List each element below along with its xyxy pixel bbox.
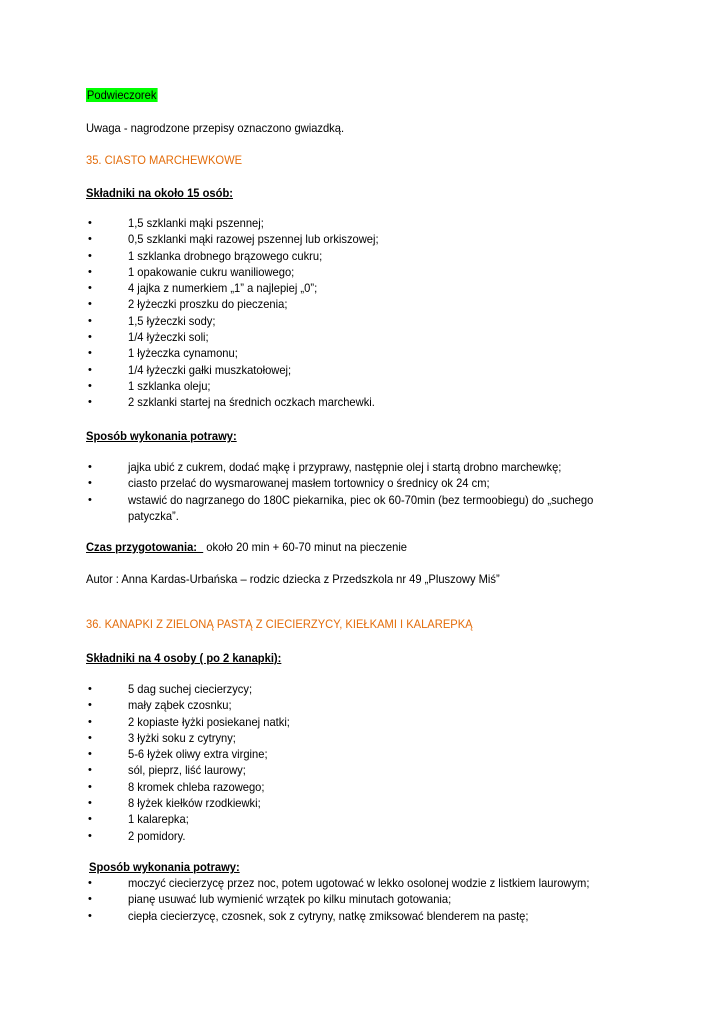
recipe-1-method-heading: Sposób wykonania potrawy: bbox=[86, 429, 237, 443]
recipe-1-method-list bbox=[86, 459, 648, 524]
list-item: • 1/4 łyżeczki soli; bbox=[88, 330, 209, 345]
list-item: • pianę usuwać lub wymienić wrzątek po kilku minutach gotowania; bbox=[88, 892, 452, 907]
bullet-icon: • bbox=[88, 314, 92, 327]
list-item: • moczyć ciecierzycę przez noc, potem ugotować w lekko osolonej wodzie z listkiem laurowym; bbox=[88, 876, 590, 890]
recipe-2-ingredients-list bbox=[86, 681, 302, 844]
bullet-icon: • bbox=[88, 715, 92, 728]
list-item: • 5 dag suchej ciecierzycy; bbox=[88, 682, 253, 696]
list-item: • 1,5 łyżeczki sody; bbox=[88, 313, 216, 328]
bullet-icon: • bbox=[88, 298, 92, 311]
list-item: • 3 łyżki soku z cytryny; bbox=[88, 730, 236, 745]
bullet-icon: • bbox=[88, 347, 92, 360]
bullet-icon: • bbox=[88, 764, 92, 777]
section-label-highlight: Podwieczorek bbox=[86, 88, 157, 102]
bullet-icon: • bbox=[88, 731, 92, 744]
bullet-icon: • bbox=[88, 797, 92, 810]
list-item: • 0,5 szklanki mąki razowej pszennej lub orkiszowej; bbox=[88, 232, 379, 247]
recipe-1-ingredients-list bbox=[86, 215, 397, 411]
list-item: • 8 łyżek kiełków rzodkiewki; bbox=[88, 796, 261, 811]
list-item: • 1 szklanka oleju; bbox=[88, 378, 211, 393]
list-item: • mały ząbek czosnku; bbox=[88, 698, 232, 713]
bullet-icon: • bbox=[88, 829, 92, 842]
list-item: • 1 kalarepka; bbox=[88, 812, 189, 827]
list-item: • 8 kromek chleba razowego; bbox=[88, 779, 265, 794]
bullet-icon: • bbox=[88, 331, 92, 344]
section-label bbox=[86, 88, 157, 102]
bullet-icon: • bbox=[88, 780, 92, 793]
bullet-icon: • bbox=[88, 493, 92, 506]
recipe-2-method-list bbox=[86, 875, 624, 924]
bullet-icon: • bbox=[88, 363, 92, 376]
bullet-icon: • bbox=[88, 217, 92, 229]
list-item: • ciepła ciecierzycę, czosnek, sok z cytryny, natkę zmiksować blenderem na pastę; bbox=[88, 908, 529, 923]
recipe-2-method-heading: Sposób wykonania potrawy: bbox=[89, 860, 240, 874]
bullet-icon: • bbox=[88, 477, 92, 490]
bullet-icon: • bbox=[88, 396, 92, 409]
list-item: • ciasto przelać do wysmarowanej masłem tortownicy o średnicy ok 24 cm; bbox=[88, 476, 490, 491]
bullet-icon: • bbox=[88, 233, 92, 246]
recipe-1-title: 35. CIASTO MARCHEWKOWE bbox=[86, 153, 243, 167]
bullet-icon: • bbox=[88, 249, 92, 262]
list-item: • 1 opakowanie cukru waniliowego; bbox=[88, 264, 295, 279]
recipe-2-title: 36. KANAPKI Z ZIELONĄ PASTĄ Z CIECIERZYCY, KIEŁKAMI I KALAREPKĄ bbox=[86, 617, 473, 631]
bullet-icon: • bbox=[88, 282, 92, 295]
list-item: • 1/4 łyżeczki gałki muszkatołowej; bbox=[88, 362, 292, 377]
bullet-icon: • bbox=[88, 877, 92, 889]
list-item: • sól, pieprz, liść laurowy; bbox=[88, 763, 246, 778]
list-item: • wstawić do nagrzanego do 180C piekarnika, piec ok 60-70min (bez termoobiegu) do „suchego patyczka”. bbox=[88, 492, 594, 523]
list-item: • jajka ubić z cukrem, dodać mąkę i przyprawy, następnie olej i startą drobno marchewkę; bbox=[88, 460, 562, 474]
awards-note: Uwaga - nagrodzone przepisy oznaczono gwiazdką. bbox=[86, 121, 345, 135]
bullet-icon: • bbox=[88, 683, 92, 695]
list-item: • 2 szklanki startej na średnich oczkach marchewki. bbox=[88, 395, 375, 410]
list-item: • 1 łyżeczka cynamonu; bbox=[88, 346, 238, 361]
recipe-1-author: Autor : Anna Kardas-Urbańska – rodzic dziecka z Przedszkola nr 49 „Pluszowy Miś” bbox=[86, 572, 500, 586]
list-item: • 1,5 szklanki mąki pszennej; bbox=[88, 216, 264, 230]
bullet-icon: • bbox=[88, 893, 92, 906]
bullet-icon: • bbox=[88, 813, 92, 826]
list-item: • 4 jajka z numerkiem „1” a najlepiej „0”; bbox=[88, 281, 318, 296]
bullet-icon: • bbox=[88, 265, 92, 278]
bullet-icon: • bbox=[88, 699, 92, 712]
recipe-2-ingredients-heading: Składniki na 4 osoby ( po 2 kanapki): bbox=[86, 651, 282, 665]
bullet-icon: • bbox=[88, 379, 92, 392]
prep-time-label: Czas przygotowania: bbox=[86, 540, 198, 554]
list-item: • 2 pomidory. bbox=[88, 828, 186, 843]
bullet-icon: • bbox=[88, 909, 92, 922]
recipe-1-prep-time bbox=[86, 540, 407, 554]
recipe-1-ingredients-heading: Składniki na około 15 osób: bbox=[86, 186, 233, 200]
list-item: • 2 łyżeczki proszku do pieczenia; bbox=[88, 297, 288, 312]
list-item: • 5-6 łyżek oliwy extra virgine; bbox=[88, 747, 268, 762]
bullet-icon: • bbox=[88, 461, 92, 473]
list-item: • 1 szklanka drobnego brązowego cukru; bbox=[88, 248, 323, 263]
bullet-icon: • bbox=[88, 748, 92, 761]
prep-time-value: około 20 min + 60-70 minut na pieczenie bbox=[203, 540, 408, 554]
list-item: • 2 kopiaste łyżki posiekanej natki; bbox=[88, 714, 290, 729]
